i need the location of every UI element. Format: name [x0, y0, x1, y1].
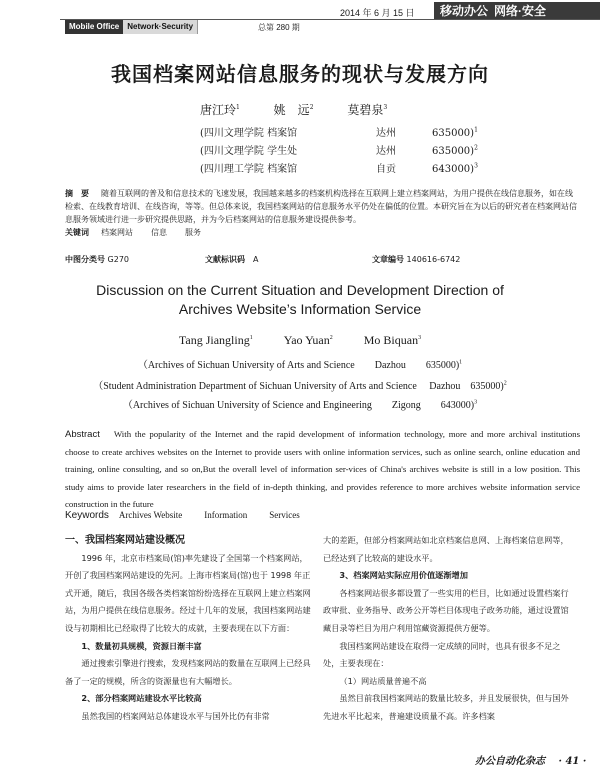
subheading-2: 2、部分档案网站建设水平比较高	[81, 693, 202, 704]
body-right-column	[323, 532, 570, 726]
affiliation-cn-3: (四川理工学院 档案馆 自贡 643000)$^3$	[200, 162, 478, 175]
tab-mobile-office: Mobile Office	[65, 20, 123, 34]
document-code: 文献标识码 A	[205, 255, 259, 264]
section-heading-1: 一、我国档案网站建设概况	[65, 535, 185, 546]
paper-title-cn: 我国档案网站信息服务的现状与发展方向	[111, 62, 489, 86]
page-footer	[475, 752, 586, 767]
paragraph: 虽然目前我国档案网站的数量比较多，并且发展很快，但与国外先进水平比起来，普遍建设质量不高。许多档案	[323, 693, 569, 721]
affiliation-en-3: （Archives of Sichuan University of Science and Engineering Zigong 643000)$^3$	[122, 399, 478, 411]
keywords-en: Keywords Archives Website Information Services	[65, 510, 300, 521]
abstract-en-text: With the popularity of the Internet and the rapid development of information technology, more and more archival institutions choose to create archives websites on the Internet to provide users with online information services, such as online search, online education and training, online consulting, and so on,But the overall level of information ser-vices of China's archives website is still in a low position. This study aims to provide later researchers in the field of in-depth thinking, and provides reference to more archives website information service construction in the future	[65, 429, 580, 509]
author-en-1: Tang Jiangling$^1$	[178, 333, 253, 347]
header-tabs	[65, 20, 198, 34]
abstract-en	[65, 426, 580, 514]
body-left-column	[65, 532, 312, 726]
author-cn-3: 莫碧泉$^3$	[347, 103, 388, 117]
affiliation-en-1: （Archives of Sichuan University of Arts and Science Dazhou 635000)$^1$	[137, 359, 463, 371]
authors-cn	[200, 101, 417, 118]
banner-network-security: 网络·安全	[494, 4, 547, 18]
abstract-cn-label: 摘 要	[65, 189, 89, 198]
paragraph: 我国档案网站建设在取得一定成绩的同时，也具有很多不足之处，主要表现在：	[323, 640, 561, 669]
author-en-3: Mo Biquan$^3$	[363, 333, 422, 347]
abstract-cn: 摘 要 随着互联网的普及和信息技术的飞速发展，我国越来越多的档案机构选择在互联网上建立档案网站，为用户提供在线信息服务，如在线检索、在线教育培训、在线咨询，等等。但总体来说，我国档案网站的信息服务水平仍处在偏低的位置。本研究旨在为以后的研究者在档案网站信息服务领域进行进一步研究提供思路，并为今后档案网站的信息服务建设提供参考。 关键词 档案网站 信息 服务	[65, 189, 577, 237]
author-cn-2: 姚 远$^2$	[273, 103, 314, 117]
keywords-cn-label: 关键词	[65, 228, 89, 237]
article-number: 文章编号 140616-6742	[372, 255, 461, 264]
subheading-1: 1、数量初具规模，资源日渐丰富	[81, 640, 202, 651]
section-banner	[434, 2, 600, 20]
paragraph: 各档案网站很多都设置了一些实用的栏目，比如通过设置档案行政审批、业务指导、政务公开等栏目体现电子政务功能，通过设置馆藏目录等栏目为用户利用馆藏资源提供方便等。	[323, 587, 569, 633]
authors-en	[0, 333, 600, 348]
issue-number: 总第 280 期	[258, 23, 300, 32]
subheading-sub1: （1）网站质量普遍不高	[339, 675, 427, 686]
abstract-en-label: Abstract	[65, 429, 100, 440]
subheading-3: 3、档案网站实际应用价值逐渐增加	[339, 570, 468, 581]
journal-name: 办公自动化杂志	[475, 756, 545, 767]
tab-network-security: Network·Security	[123, 20, 198, 34]
paper-title-en: Discussion on the Current Situation and Development Direction of Archives Website’s Information Service	[96, 282, 504, 317]
abstract-cn-text: 随着互联网的普及和信息技术的飞速发展，我国越来越多的档案机构选择在互联网上建立档案网站，为用户提供在线信息服务，如在线检索、在线教育培训、在线咨询，等等。但总体来说，我国档案网站的信息服务水平仍处在偏低的位置。本研究旨在为以后的研究者在档案网站信息服务领域进行进一步研究提供思路，并为今后档案网站的信息服务建设提供参考。	[65, 189, 577, 224]
issue-date: 2014 年 6 月 15 日	[340, 8, 415, 18]
keywords-en-label: Keywords	[65, 510, 109, 521]
page-number: · 41 ·	[558, 756, 587, 767]
clc-number: 中图分类号 G270	[65, 255, 130, 264]
author-cn-1: 唐江玲$^1$	[200, 103, 240, 117]
paragraph: 大的差距，但部分档案网站如北京档案信息网、上海档案信息网等，已经达到了比较高的建设水平。	[323, 535, 569, 563]
paragraph: 虽然我国的档案网站总体建设水平与国外比仍有非常	[81, 710, 270, 721]
banner-mobile-office: 移动办公	[440, 4, 489, 18]
affiliation-cn-1: (四川文理学院 档案馆 达州 635000)$^1$	[200, 126, 478, 139]
paragraph: 1996 年，北京市档案局(馆)率先建设了全国第一个档案网站，开创了我国档案网站建设的先河。上海市档案局(馆)也于 1998 年正式开通，随后，我国各级各类档案馆纷纷选择在互联网上建立档案网站，为用户提供在线信息服务。经过十几年的发展，我国档案网站建设与初期相比已经取得了比较大的成就，主要表现在以下方面：	[65, 552, 311, 633]
affiliation-en-2: （Student Administration Department of Sichuan University of Arts and Science Dazhou 635000)$^2$	[93, 380, 507, 392]
author-en-2: Yao Yuan$^2$	[283, 333, 333, 347]
paragraph: 通过搜索引擎进行搜索，发现档案网站的数量在互联网上已经具备了一定的规模，所含的资源量也有大幅增长。	[65, 658, 311, 686]
affiliation-cn-2: (四川文理学院 学生处 达州 635000)$^2$	[200, 144, 478, 157]
